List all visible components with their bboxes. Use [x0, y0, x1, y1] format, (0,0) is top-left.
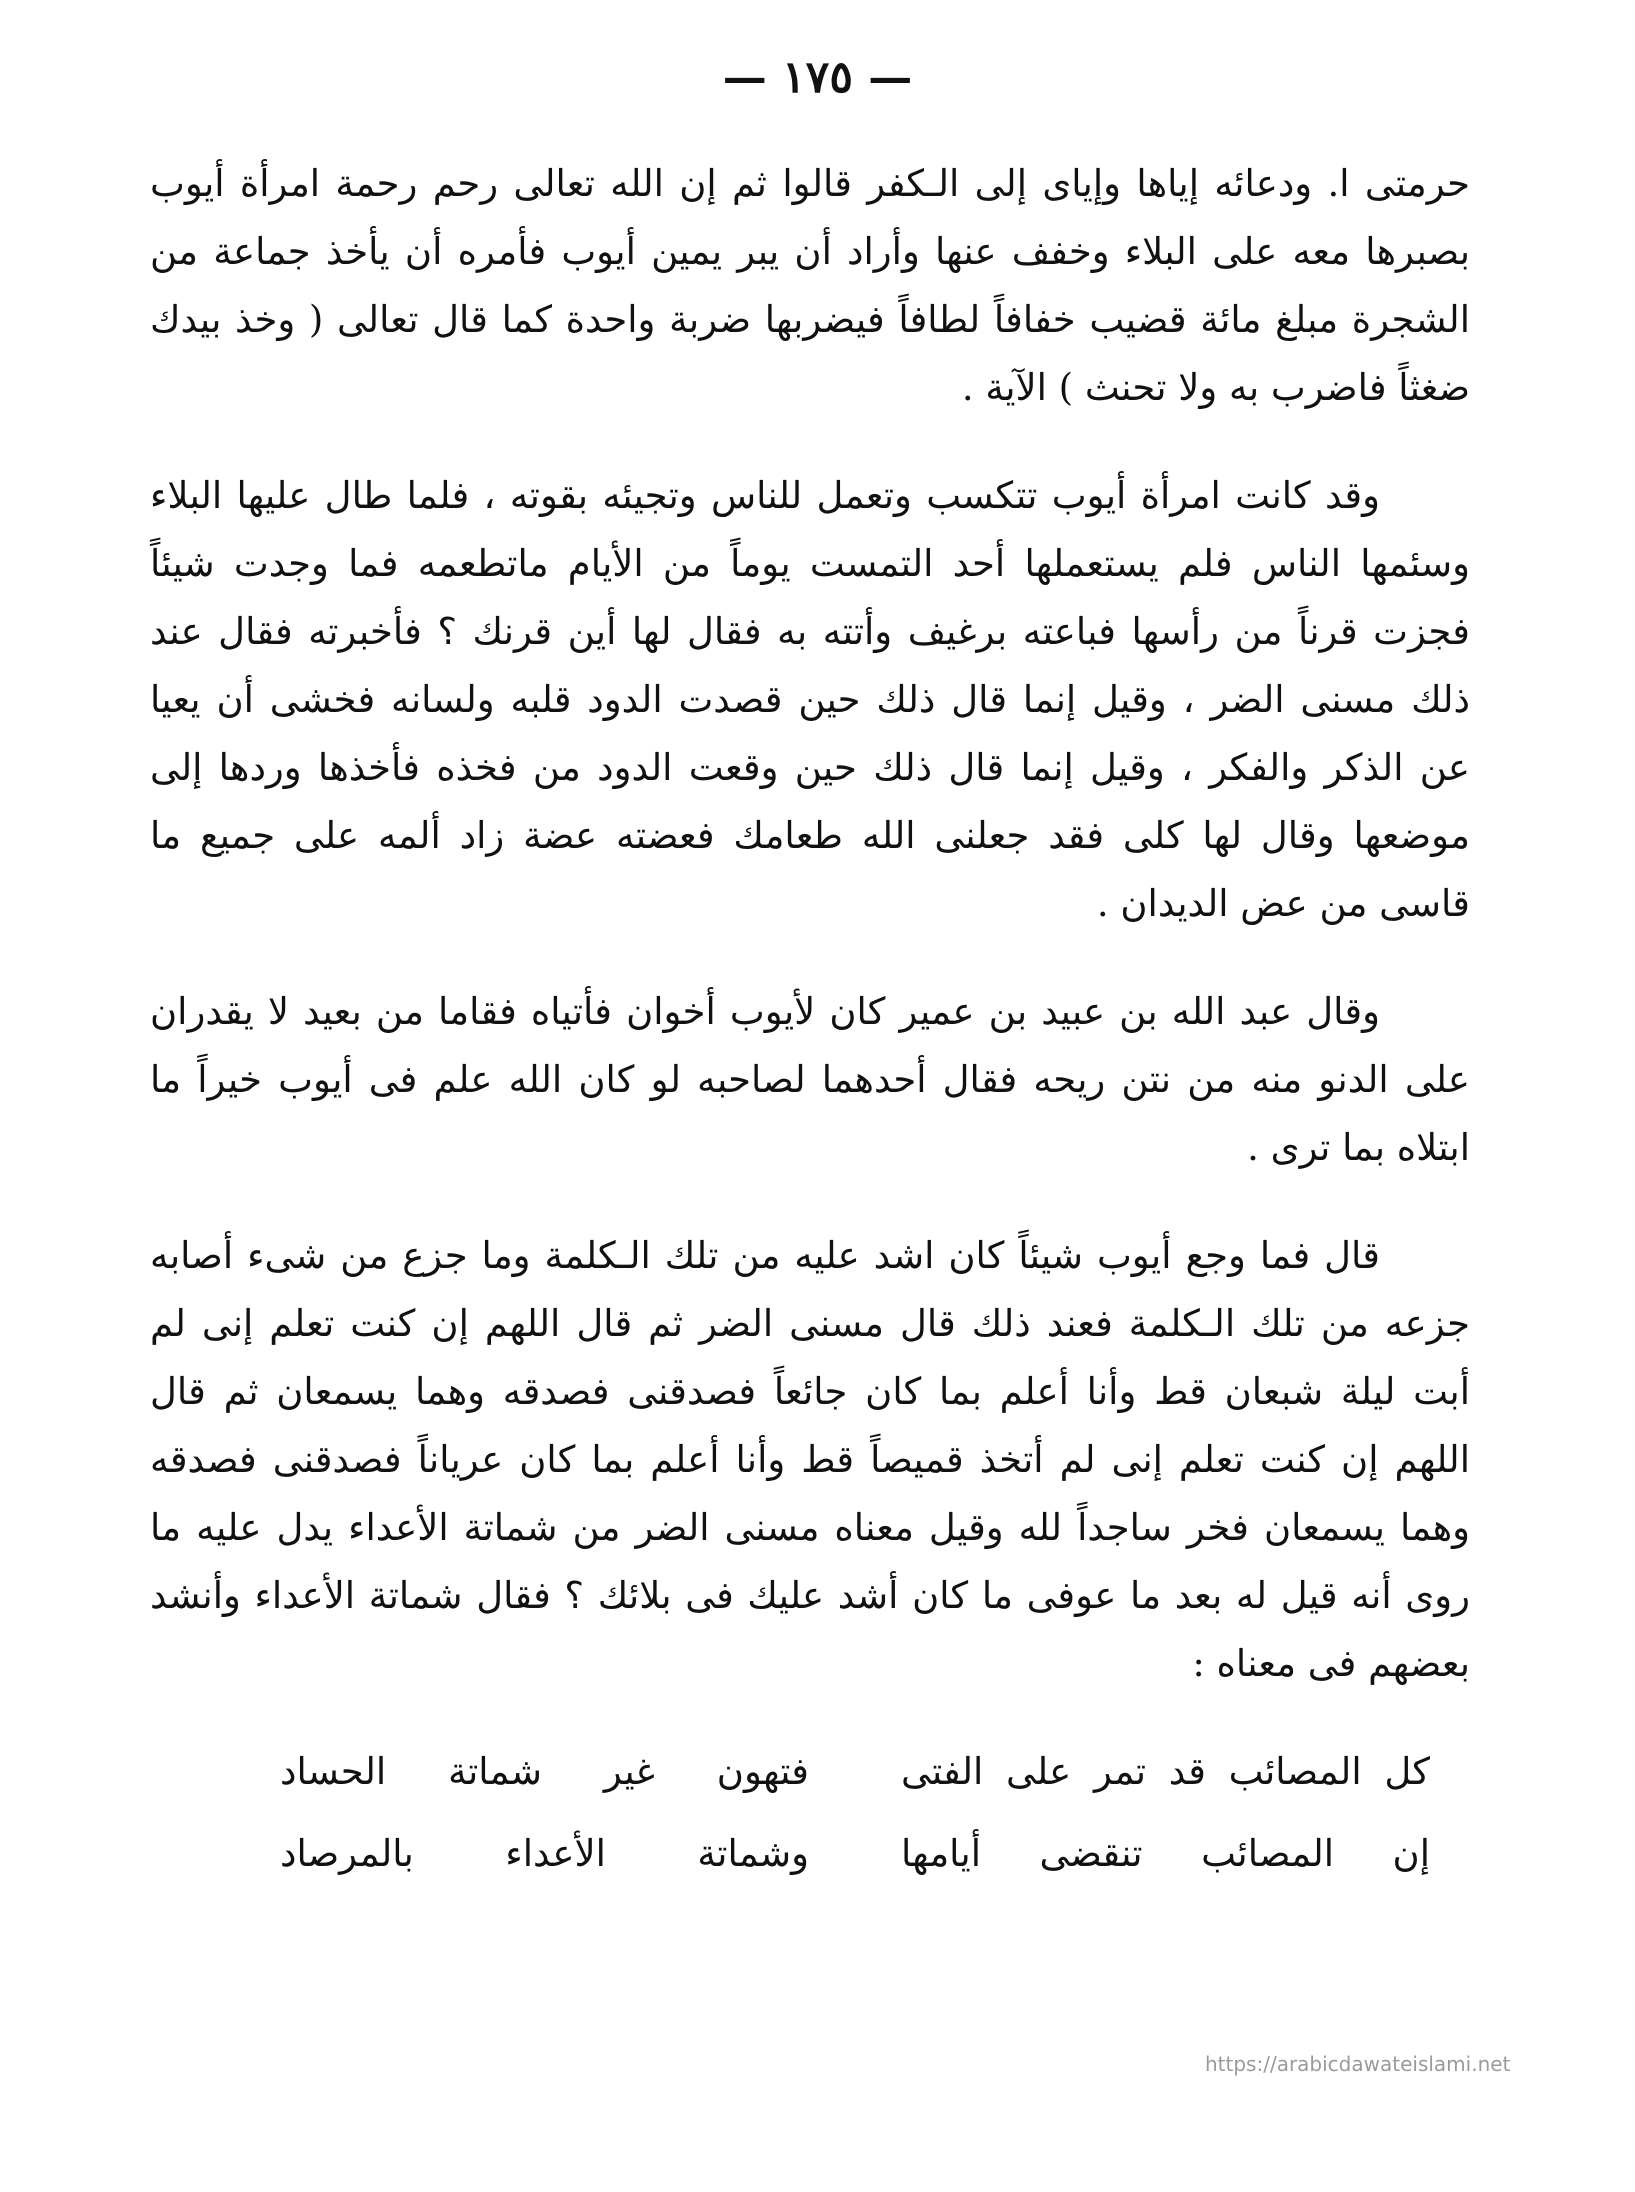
paragraph-3: وقال عبد الله بن عبيد بن عمير كان لأيوب أخوان فأتياه فقاما من بعيد لا يقدران على الدنو منه من نتن ريحه فقال أحدهما لصاحبه لو كان الله علم فى أيوب خيراً ما ابتلاه بما ترى . [150, 990, 1470, 1169]
poem-verse-1 [280, 1738, 1430, 1820]
paragraph-2: وقد كانت امرأة أيوب تتكسب وتعمل للناس وتجيئه بقوته ، فلما طال عليها البلاء وسئمها الناس فلم يستعملها أحد التمست يوماً من الأيام ماتطعمه فما وجدت شيئاً فجزت قرناً من رأسها فباعته برغيف وأتته به فقال لها أين قرنك ؟ فأخبرته فقال عند ذلك مسنى الضر ، وقيل إنما قال ذلك حين قصدت الدود قلبه ولسانه فخشى أن يعيا عن الذكر والفكر ، وقيل إنما قال ذلك حين وقعت الدود من فخذه فأخذها وردها إلى موضعها وقال لها كلى فقد جعلنى الله طعامك فعضته عضة زاد ألمه على جميع ما قاسى من عض الديدان . [150, 474, 1470, 925]
verse-1-second-hemistich: فتهون غير شماتة الحساد [280, 1750, 809, 1793]
paragraph-4: قال فما وجع أيوب شيئاً كان اشد عليه من تلك الـكلمة وما جزع من شىء أصابه جزعه من تلك الـكلمة فعند ذلك قال مسنى الضر ثم قال اللهم إن كنت تعلم إنى لم أبت ليلة شبعان قط وأنا أعلم بما كان جائعاً فصدقنى فصدقه وهما يسمعان ثم قال اللهم إن كنت تعلم إنى لم أتخذ قميصاً قط وأنا أعلم بما كان عرياناً فصدقنى فصدقه وهما يسمعان فخر ساجداً لله وقيل معناه مسنى الضر من شماتة الأعداء يدل عليه ما روى أنه قيل له بعد ما عوفى ما كان أشد عليك فى بلائك ؟ فقال شماتة الأعداء وأنشد بعضهم فى معناه : [150, 1234, 1470, 1685]
poem [280, 1738, 1430, 1902]
poem-verse-2 [280, 1820, 1430, 1902]
verse-2-second-hemistich: وشماتة الأعداء بالمرصاد [280, 1832, 809, 1875]
paragraph-1: حرمتى ا. ودعائه إياها وإياى إلى الـكفر قالوا ثم إن الله تعالى رحم رحمة امرأة أيوب بصبرها معه على البلاء وخفف عنها وأراد أن يبر يمين أيوب فأمره أن يأخذ جماعة من الشجرة مبلغ مائة قضيب خفافاً لطافاً فيضربها ضربة واحدة كما قال تعالى ( وخذ بيدك ضغثاً فاضرب به ولا تحنث ) الآية . [150, 162, 1470, 409]
verse-2-first-hemistich: إن المصائب تنقضى أيامها [901, 1832, 1430, 1875]
page-body [150, 150, 1470, 1902]
page-number: — ١٧٥ — [722, 52, 913, 103]
verse-1-first-hemistich: كل المصائب قد تمر على الفتى [901, 1750, 1430, 1793]
source-watermark: https://arabicdawateislami.net [1205, 2052, 1511, 2076]
